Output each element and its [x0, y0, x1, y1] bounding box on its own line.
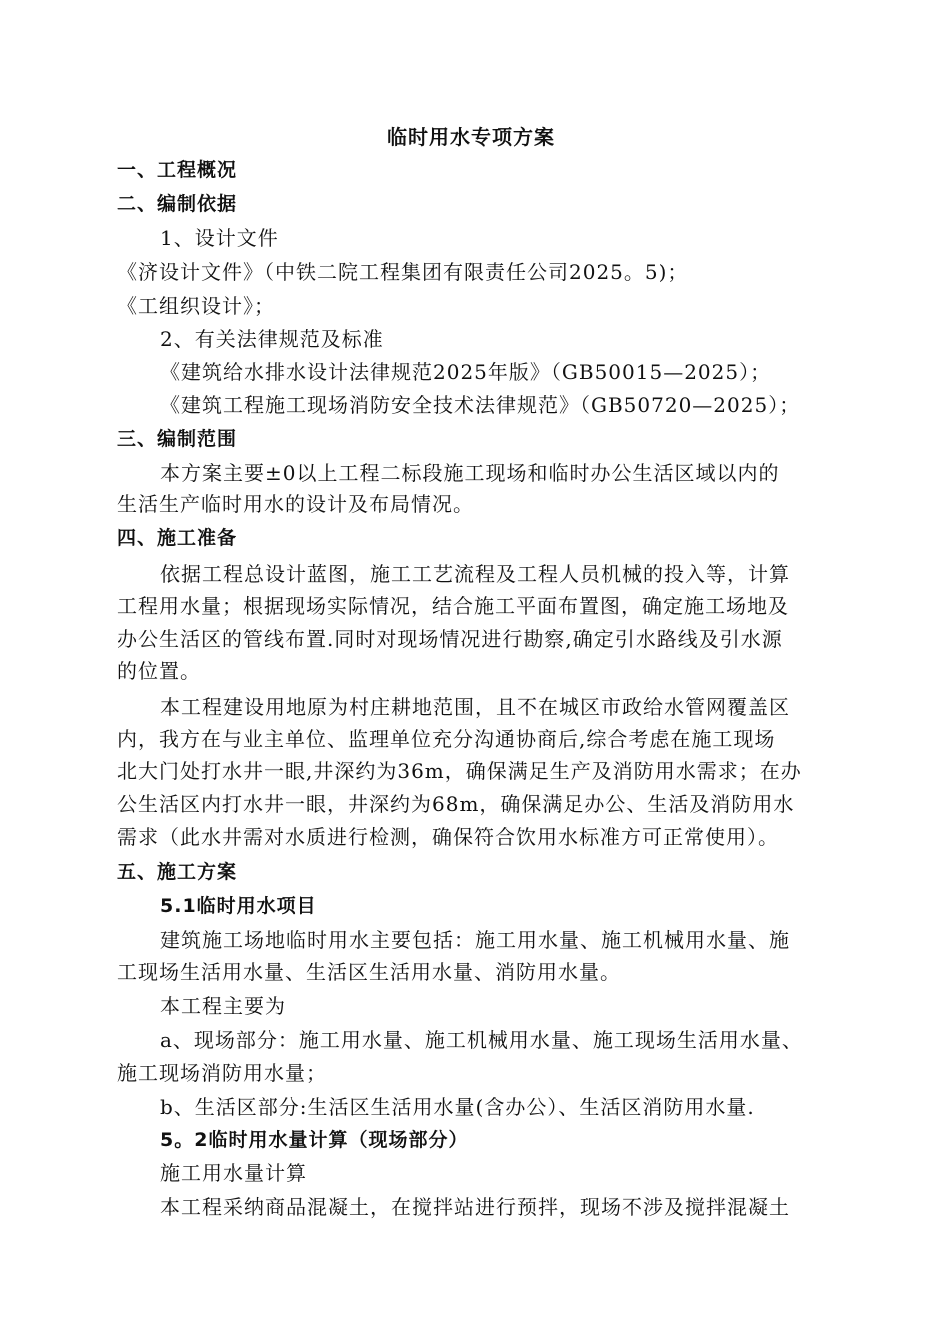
text-line: 北大门处打水井一眼,井深约为36m，确保满足生产及消防用水需求；在办: [117, 759, 802, 783]
text-line: 本工程主要为: [160, 994, 286, 1018]
section-heading-plan: 五、施工方案: [117, 861, 238, 883]
text-line: 工程用水量；根据现场实际情况，结合施工平面布置图，确定施工场地及: [117, 594, 789, 618]
text-line: 1、设计文件: [160, 226, 279, 250]
section-heading-scope: 三、编制范围: [117, 428, 238, 450]
text-line: 工现场生活用水量、生活区生活用水量、消防用水量。: [117, 960, 621, 984]
page-title: 临时用水专项方案: [387, 125, 555, 149]
text-line: 本工程采纳商品混凝土，在搅拌站进行预拌，现场不涉及搅拌混凝土: [160, 1195, 790, 1219]
text-line: 《工组织设计》；: [117, 294, 275, 318]
text-line: 《济设计文件》（中铁二院工程集团有限责任公司2025。5)；: [117, 260, 689, 284]
section-heading-overview: 一、工程概况: [117, 159, 238, 181]
text-line: 依据工程总设计蓝图，施工工艺流程及工程人员机械的投入等，计算: [160, 562, 790, 586]
text-line: 本方案主要±0以上工程二标段施工现场和临时办公生活区域以内的: [160, 461, 780, 485]
text-line: 公生活区内打水井一眼，井深约为68m，确保满足办公、生活及消防用水: [117, 792, 795, 816]
subsection-heading-items: 5.1临时用水项目: [160, 895, 317, 917]
text-line: 的位置。: [117, 659, 201, 683]
text-line: 施工用水量计算: [160, 1161, 307, 1185]
subsection-heading-calculation: 5。2临时用水量计算（现场部分）: [160, 1129, 469, 1151]
text-line: 《建筑给水排水设计法律规范2025年版》（GB50015—2025）；: [160, 360, 772, 384]
text-line: 2、有关法律规范及标准: [160, 327, 384, 351]
text-line: 办公生活区的管线布置.同时对现场情况进行勘察,确定引水路线及引水源: [117, 627, 783, 651]
text-line: b、生活区部分:生活区生活用水量(含办公）、生活区消防用水量.: [160, 1095, 755, 1119]
text-line: 生活生产临时用水的设计及布局情况。: [117, 492, 474, 516]
text-line: 施工现场消防用水量；: [117, 1061, 327, 1085]
text-line: 本工程建设用地原为村庄耕地范围，且不在城区市政给水管网覆盖区: [160, 695, 790, 719]
text-line: a、现场部分：施工用水量、施工机械用水量、施工现场生活用水量、: [160, 1028, 803, 1052]
section-heading-preparation: 四、施工准备: [117, 527, 238, 549]
section-heading-basis: 二、编制依据: [117, 193, 238, 215]
text-line: 《建筑工程施工现场消防安全技术法律规范》（GB50720—2025）；: [160, 393, 801, 417]
text-line: 建筑施工场地临时用水主要包括：施工用水量、施工机械用水量、施: [160, 928, 790, 952]
text-line: 内，我方在与业主单位、监理单位充分沟通协商后,综合考虑在施工现场: [117, 727, 776, 751]
text-line: 需求（此水井需对水质进行检测，确保符合饮用水标准方可正常使用）。: [117, 825, 779, 849]
